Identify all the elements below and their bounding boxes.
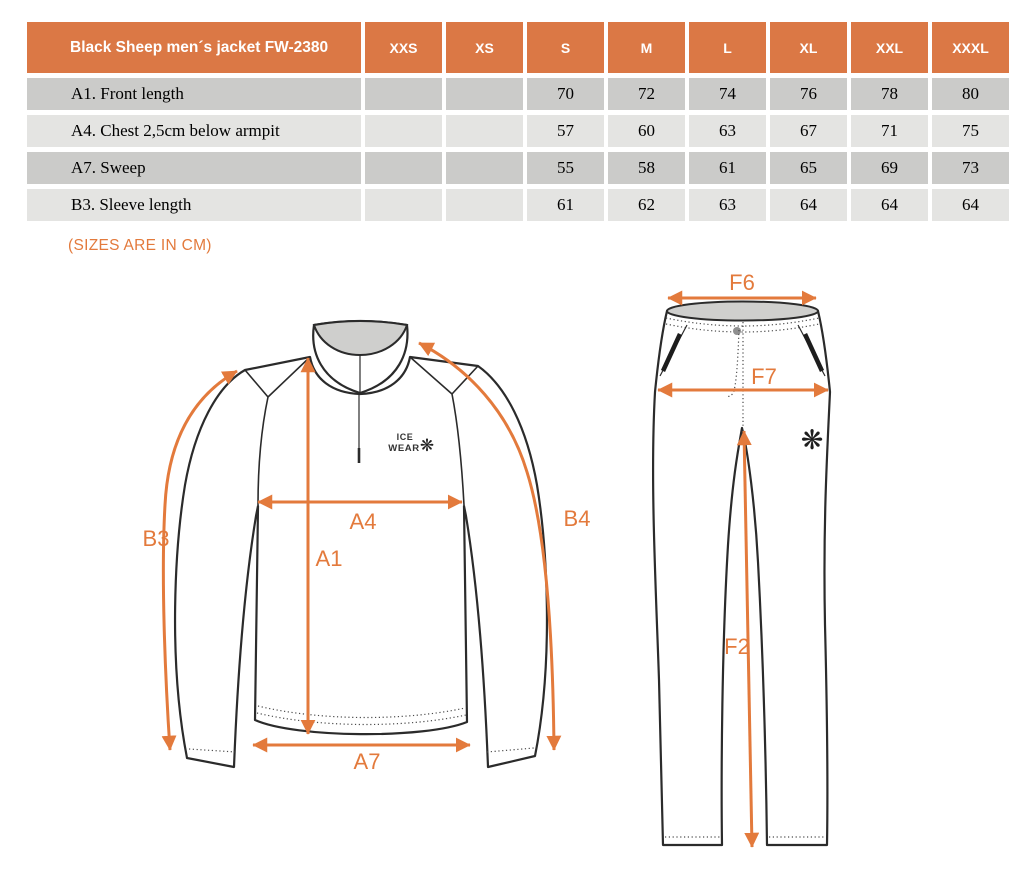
col-header-xl: XL [770, 22, 847, 73]
table-cell: 80 [932, 78, 1009, 110]
col-header-xs: XS [446, 22, 523, 73]
pants-drawing [653, 270, 830, 847]
snowflake-icon: ❋ [419, 436, 435, 455]
table-cell: 65 [770, 152, 847, 184]
row-label-chest: A4. Chest 2,5cm below armpit [27, 115, 361, 147]
sizes-unit-note: (SIZES ARE IN CM) [68, 237, 212, 254]
measurement-label-a4: A4 [349, 509, 377, 534]
table-cell: 61 [689, 152, 766, 184]
row-label-front-length: A1. Front length [27, 78, 361, 110]
table-cell: 57 [527, 115, 604, 147]
table-cell: 58 [608, 152, 685, 184]
table-cell: 69 [851, 152, 928, 184]
row-label-sweep: A7. Sweep [27, 152, 361, 184]
table-cell: 64 [851, 189, 928, 221]
table-cell: 73 [932, 152, 1009, 184]
table-cell: 63 [689, 189, 766, 221]
table-cell: 55 [527, 152, 604, 184]
jacket-body [175, 357, 547, 767]
waistband-top [667, 302, 818, 321]
table-cell: 74 [689, 78, 766, 110]
table-title: Black Sheep men´s jacket FW-2380 [27, 22, 361, 73]
measurement-label-a7: A7 [353, 749, 381, 774]
table-cell: 60 [608, 115, 685, 147]
waist-button [733, 327, 741, 335]
col-header-xxs: XXS [365, 22, 442, 73]
table-cell: 64 [932, 189, 1009, 221]
table-cell: 64 [770, 189, 847, 221]
measurement-label-b4: B4 [563, 506, 591, 531]
logo-text-line2: WEAR [388, 443, 420, 454]
measurement-label-b3: B3 [142, 526, 170, 551]
jacket-drawing [143, 321, 591, 774]
table-cell: 72 [608, 78, 685, 110]
col-header-m: M [608, 22, 685, 73]
measurement-label-a1: A1 [315, 546, 343, 571]
table-cell: 63 [689, 115, 766, 147]
col-header-s: S [527, 22, 604, 73]
col-header-xxxl: XXXL [932, 22, 1009, 73]
table-cell: 75 [932, 115, 1009, 147]
table-cell: 61 [527, 189, 604, 221]
table-cell: 67 [770, 115, 847, 147]
table-cell: 70 [527, 78, 604, 110]
logo-text-line1: ICE [396, 432, 414, 442]
table-cell: 62 [608, 189, 685, 221]
row-label-sleeve-length: B3. Sleeve length [27, 189, 361, 221]
measurement-label-f7: F7 [751, 364, 777, 389]
measurement-label-f6: F6 [729, 270, 755, 295]
measurement-label-f2: F2 [724, 634, 750, 659]
col-header-xxl: XXL [851, 22, 928, 73]
table-cell: 71 [851, 115, 928, 147]
col-header-l: L [689, 22, 766, 73]
snowflake-icon: ❋ [800, 425, 824, 455]
table-cell: 78 [851, 78, 928, 110]
table-cell: 76 [770, 78, 847, 110]
